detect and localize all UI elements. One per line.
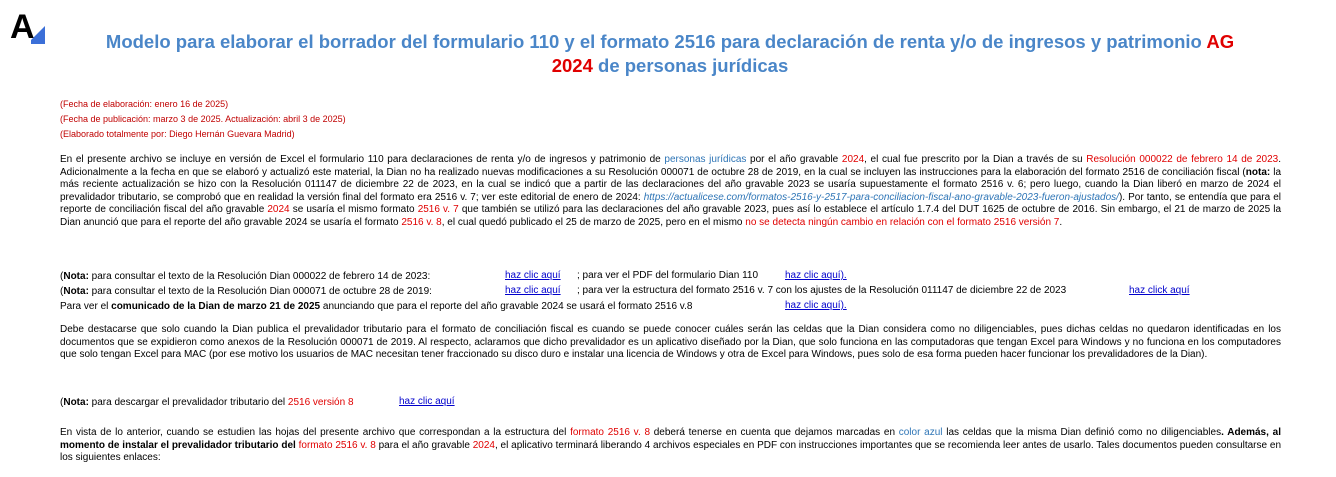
editorial-link[interactable]: https://actualicese.com/formatos-2516-y-2517-para-conciliacion-fiscal-ano-gravable-2023-fueron-ajustados/	[643, 191, 1119, 203]
link-prevalidador[interactable]: haz clic aquí	[399, 396, 455, 407]
autor: (Elaborado totalmente por: Diego Hernán Guevara Madrid)	[60, 129, 295, 139]
link-estructura-v7[interactable]: haz click aquí	[1129, 285, 1190, 296]
svg-text:A: A	[10, 8, 35, 46]
vista-paragraph: En vista de lo anterior, cuando se estudien las hojas del presente archivo que correspondan a la estructura del formato 2516 v. 8 deberá tenerse en cuenta que dejamos marcadas en color azul las celdas que la misma Dian definió como no diligenciables. Además, al momento de instalar el prevalidador tributario del formato 2516 v. 8 para el año gravable 2024, el aplicativo terminará liberando 4 archivos especiales en PDF con instrucciones importantes que se recomienda leer antes de usarlo. Tales documentos pueden consultarse en los siguientes enlaces:	[60, 427, 1282, 464]
link-pdf-110[interactable]: haz clic aquí).	[785, 270, 847, 281]
prevalidador-paragraph: Debe destacarse que solo cuando la Dian publica el prevalidador tributario para el formato de conciliación fiscal es cuando se puede conocer cuáles serán las celdas que la Dian considera como no diligenciables, pues dichas celdas no quedaron identificadas en los documentos que se expidieron como anexos de la Resolución 000071 de 2019. Al respecto, aclaramos que dicho prevalidador es un aplicativo diseñado por la Dian, que solo funciona en las computadoras que tengan Excel para Windows y no funciona en los computadores que solo tengan Excel para MAC (por ese motivo los usuarios de MAC necesitan tener fraccionado su disco duro e instalar una licencia de Windows y otra de Excel para Windows, pues solo de esa forma pueden hacer funcionar los prevalidadores de la Dian).	[60, 324, 1281, 361]
actualicese-logo[interactable]	[8, 8, 48, 48]
link-comunicado[interactable]: haz clic aquí).	[785, 300, 847, 311]
page-title: Modelo para elaborar el borrador del formulario 110 y el formato 2516 para declaración de renta y/o de ingresos y patrimonio AG 2024 de personas jurídicas	[105, 31, 1235, 76]
texto-estructura-v7: ; para ver la estructura del formato 2516 v. 7 con los ajustes de la Resolución 011147 de diciembre 22 de 2023	[577, 285, 1067, 296]
nota-prevalidador: (Nota: para descargar el prevalidador tributario del 2516 versión 8	[60, 397, 354, 408]
intro-paragraph: En el presente archivo se incluye en versión de Excel el formulario 110 para declaraciones de renta y/o de ingresos y patrimonio de personas jurídicas por el año gravable 2024, el cual fue prescrito por la Dian a través de su Resolución 000022 de febrero 14 de 2023. Adicionalmente a la fecha en que se elaboró y actualizó este material, la Dian no ha realizado nuevas modificaciones a su Resolución 000071 de octubre 28 de 2019, en la cual se incluyen las instrucciones para la elaboración del formato 2516 de conciliación fiscal (nota: la más reciente actualización se hizo con la Resolución 011147 de diciembre 22 de 2023, en la cual se indicó que a partir de las declaraciones del año gravable 2023 se usaría supuestamente el formato 2516 v. 6; pero luego, cuando la Dian liberó en marzo de 2024 el prevalidador tributario, se comprobó que en realidad la versión final del formato era 2516 v. 7; ver este editorial de enero de 2024: https://actualicese.com/formatos-2516-y-2517-para-conciliacion-fiscal-ano-gravable-2023-fueron-ajustados/). Por tanto, se entendía que para el reporte de conciliación fiscal del año gravable 2024 se usaría el mismo formato 2516 v. 7 que también se utilizó para las declaraciones del año gravable 2023, pues así lo establece el artículo 1.7.4 del DUT 1625 de octubre de 2016. Sin embargo, el 21 de marzo de 2025 la Dian anunció que para el reporte del año gravable 2024 se usaría el formato 2516 v. 8, el cual quedó publicado el 25 de marzo de 2025, pero en el mismo no se detecta ningún cambio en relación con el formato 2516 versión 7.	[60, 154, 1282, 228]
comunicado-dian: Para ver el comunicado de la Dian de marzo 21 de 2025 anunciando que para el reporte del año gravable 2024 se usará el formato 2516 v.8	[60, 301, 693, 312]
link-resolucion-71[interactable]: haz clic aquí	[505, 285, 561, 296]
texto-pdf-110: ; para ver el PDF del formulario Dian 110	[577, 270, 759, 281]
link-resolucion-22[interactable]: haz clic aquí	[505, 270, 561, 281]
fecha-elaboracion: (Fecha de elaboración: enero 16 de 2025)	[60, 99, 229, 109]
nota-resolucion-22: (Nota: para consultar el texto de la Resolución Dian 000022 de febrero 14 de 2023:	[60, 271, 431, 282]
nota-resolucion-71: (Nota: para consultar el texto de la Resolución Dian 000071 de octubre 28 de 2019:	[60, 286, 432, 297]
fecha-publicacion: (Fecha de publicación: marzo 3 de 2025. Actualización: abril 3 de 2025)	[60, 114, 346, 124]
